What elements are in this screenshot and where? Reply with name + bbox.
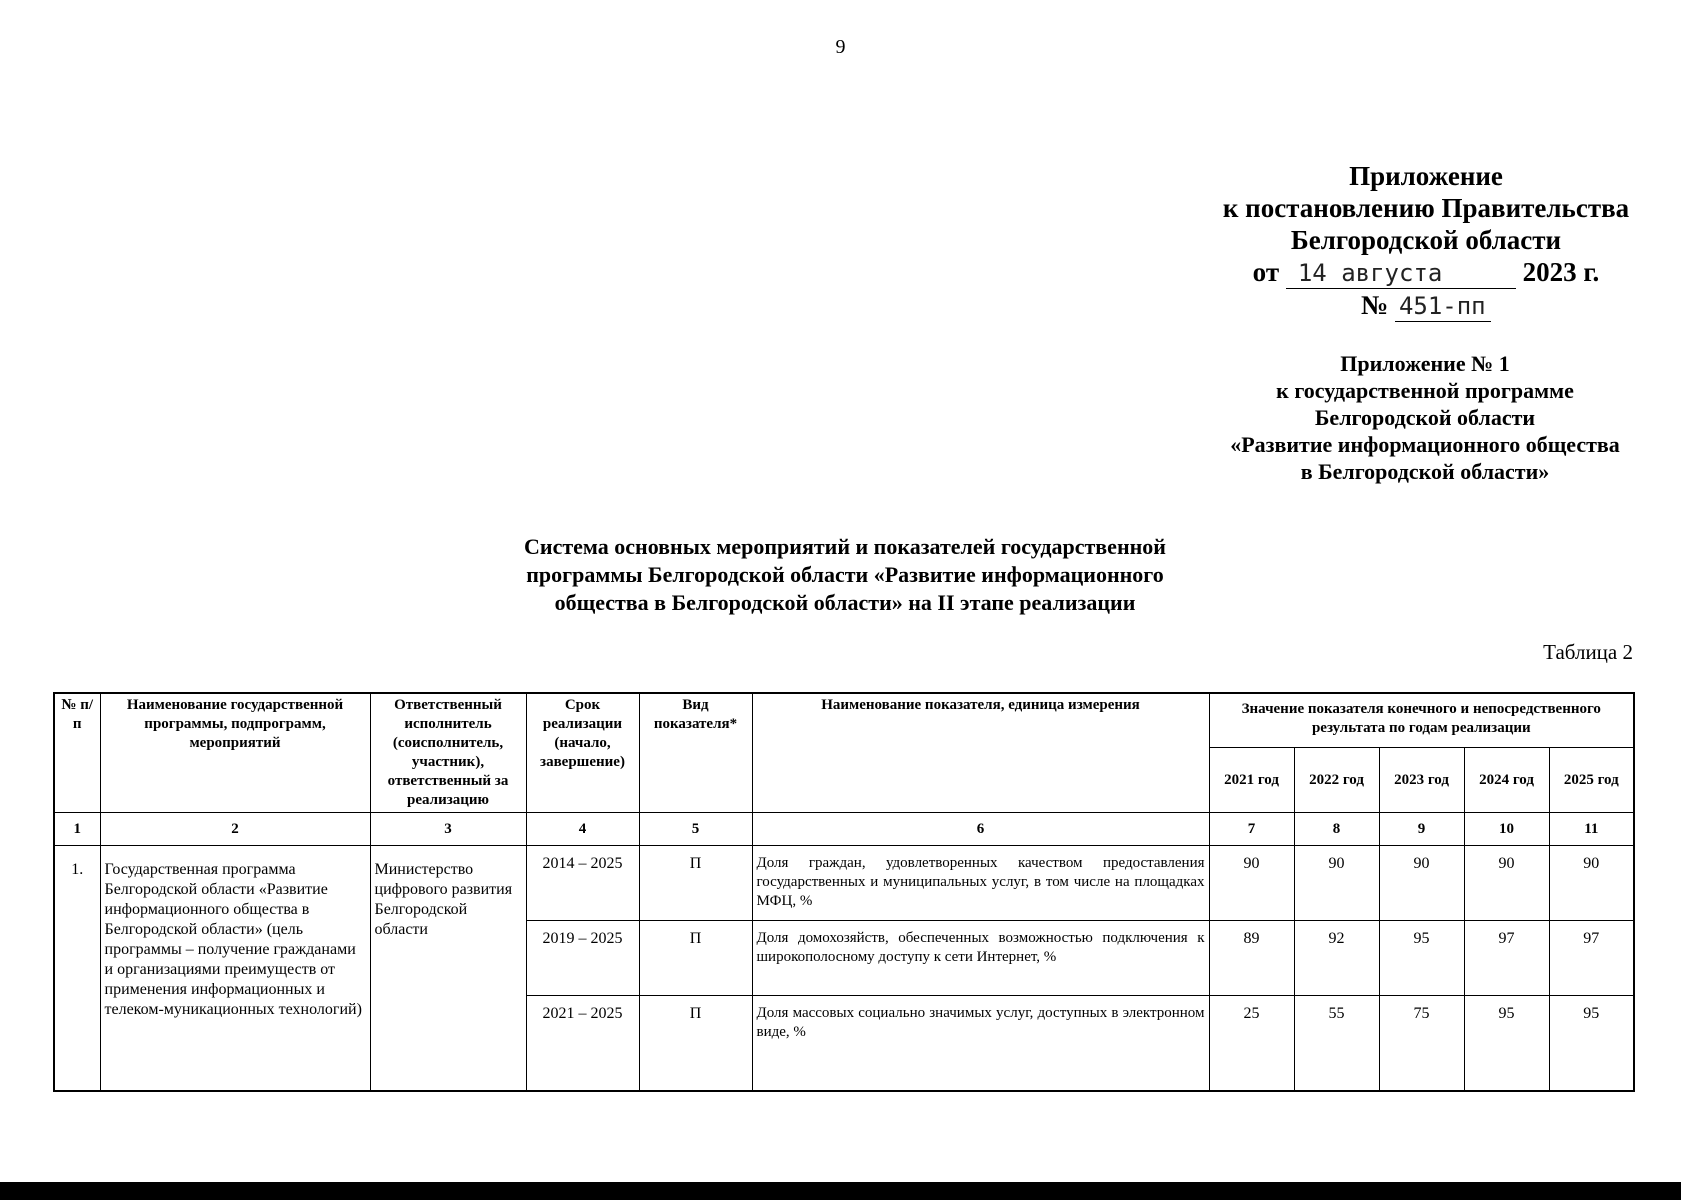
row-value: 90 xyxy=(1464,846,1549,921)
annex-line: в Белгородской области» xyxy=(1300,459,1550,484)
header-year: 2023 год xyxy=(1379,748,1464,813)
row-value: 90 xyxy=(1294,846,1379,921)
row-value: 95 xyxy=(1379,921,1464,996)
header-year: 2024 год xyxy=(1464,748,1549,813)
table-caption: Таблица 2 xyxy=(1543,640,1633,664)
title-line: общества в Белгородской области» на II этапе реализации xyxy=(554,590,1136,615)
number-value: 451-пп xyxy=(1395,291,1491,322)
column-number: 3 xyxy=(370,813,526,846)
column-number: 4 xyxy=(526,813,639,846)
indicators-table xyxy=(53,692,1635,1092)
table-row xyxy=(54,846,1634,921)
annex-line: «Развитие информационного общества xyxy=(1230,432,1620,457)
date-prefix: от xyxy=(1252,257,1280,287)
column-number: 9 xyxy=(1379,813,1464,846)
row-value: 97 xyxy=(1549,921,1634,996)
row-value: 89 xyxy=(1209,921,1294,996)
row-value: 55 xyxy=(1294,996,1379,1091)
indicators-table-wrap xyxy=(53,692,1633,1092)
column-number: 11 xyxy=(1549,813,1634,846)
approval-date-line xyxy=(1196,256,1656,289)
row-value: 97 xyxy=(1464,921,1549,996)
header-year: 2025 год xyxy=(1549,748,1634,813)
header-executor: Ответственный исполнитель (соисполнитель, участник), ответственный за реализацию xyxy=(370,693,526,813)
number-prefix: № xyxy=(1361,290,1389,320)
column-number: 8 xyxy=(1294,813,1379,846)
row-type: П xyxy=(639,921,752,996)
column-numbers-row xyxy=(54,813,1634,846)
row-indicator: Доля граждан, удовлетворенных качеством предоставления государственных и муниципальных услуг, в том числе на площадках МФЦ, % xyxy=(752,846,1209,921)
header-indicator-name: Наименование показателя, единица измерения xyxy=(752,693,1209,813)
title-line: программы Белгородской области «Развитие информационного xyxy=(526,562,1164,587)
column-number: 5 xyxy=(639,813,752,846)
row-type: П xyxy=(639,996,752,1091)
title-line: Система основных мероприятий и показателей государственной xyxy=(524,534,1166,559)
row-value: 25 xyxy=(1209,996,1294,1091)
header-row xyxy=(54,693,1634,748)
header-num: № п/п xyxy=(54,693,100,813)
annex-block xyxy=(1190,350,1660,485)
row-value: 90 xyxy=(1379,846,1464,921)
approval-number-line xyxy=(1196,289,1656,322)
header-values-group: Значение показателя конечного и непосредственного результата по годам реализации xyxy=(1209,693,1634,748)
program-name: Государственная программа Белгородской области «Развитие информационного общества в Белгородской области» (цель программы – получение гражданами и организациями преимуществ от применения информационных и телеком-муникационных технологий) xyxy=(100,846,370,1091)
row-period: 2014 – 2025 xyxy=(526,846,639,921)
row-type: П xyxy=(639,846,752,921)
approval-region-line: Белгородской области xyxy=(1290,225,1562,255)
row-value: 75 xyxy=(1379,996,1464,1091)
approval-title: Приложение xyxy=(1349,161,1503,191)
row-value: 95 xyxy=(1549,996,1634,1091)
row-value: 90 xyxy=(1209,846,1294,921)
header-indicator-type: Вид показателя* xyxy=(639,693,752,813)
document-title xyxy=(470,533,1220,617)
header-name: Наименование государственной программы, подпрограмм, мероприятий xyxy=(100,693,370,813)
annex-line: Приложение № 1 xyxy=(1340,351,1510,376)
header-year: 2022 год xyxy=(1294,748,1379,813)
program-executor: Министерство цифрового развития Белгородской области xyxy=(370,846,526,1091)
row-value: 90 xyxy=(1549,846,1634,921)
row-value: 95 xyxy=(1464,996,1549,1091)
scan-bottom-edge xyxy=(0,1182,1681,1200)
row-indicator: Доля домохозяйств, обеспеченных возможностью подключения к широкополосному доступу к сети Интернет, % xyxy=(752,921,1209,996)
column-number: 10 xyxy=(1464,813,1549,846)
date-suffix: 2023 г. xyxy=(1522,257,1600,287)
date-value: 14 августа xyxy=(1286,258,1516,289)
annex-line: Белгородской области xyxy=(1314,405,1536,430)
annex-line: к государственной программе xyxy=(1276,378,1574,403)
row-period: 2019 – 2025 xyxy=(526,921,639,996)
program-num: 1. xyxy=(54,846,100,1091)
approval-decree-line: к постановлению Правительства xyxy=(1222,193,1630,223)
column-number: 7 xyxy=(1209,813,1294,846)
column-number: 6 xyxy=(752,813,1209,846)
approval-block xyxy=(1196,160,1656,322)
page-number: 9 xyxy=(835,36,846,58)
header-period: Срок реализации (начало, завершение) xyxy=(526,693,639,813)
column-number: 2 xyxy=(100,813,370,846)
row-indicator: Доля массовых социально значимых услуг, доступных в электронном виде, % xyxy=(752,996,1209,1091)
row-period: 2021 – 2025 xyxy=(526,996,639,1091)
row-value: 92 xyxy=(1294,921,1379,996)
header-year: 2021 год xyxy=(1209,748,1294,813)
column-number: 1 xyxy=(54,813,100,846)
